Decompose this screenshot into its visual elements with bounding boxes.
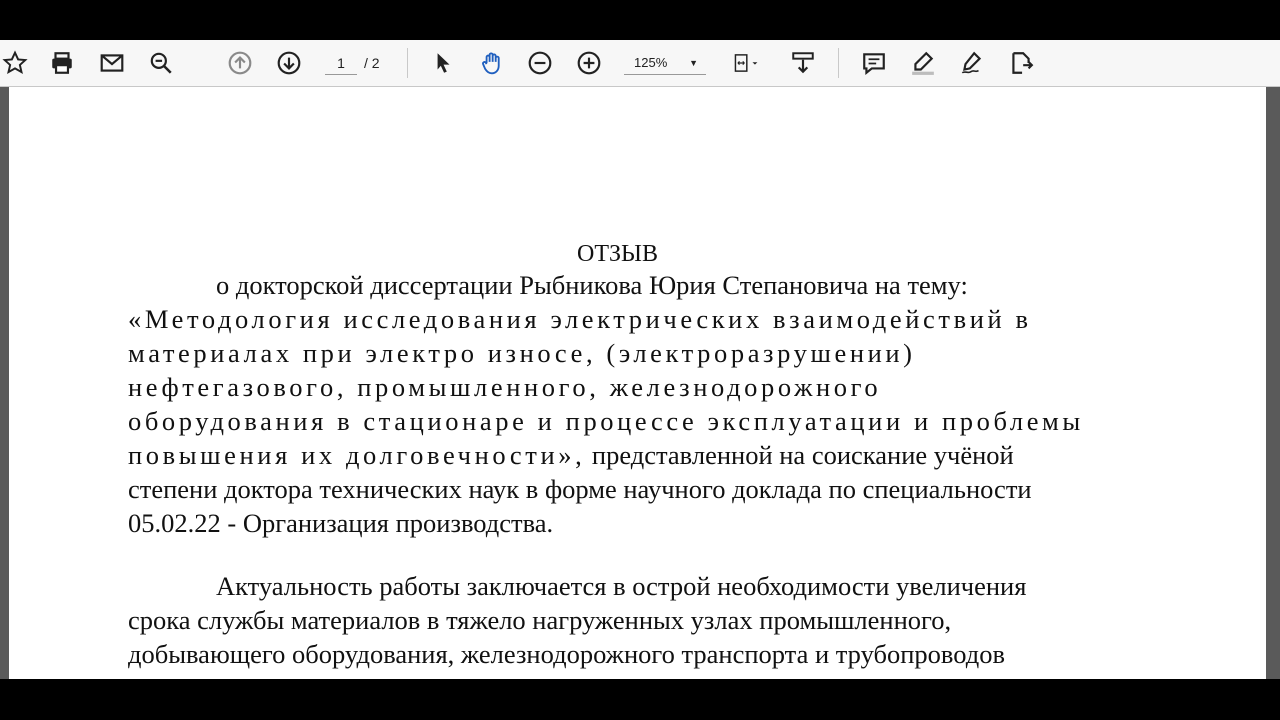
- document-viewer[interactable]: [0, 87, 1280, 679]
- zoom-select[interactable]: [624, 52, 706, 75]
- text-line: 05.02.22 - Организация производства.: [128, 508, 554, 538]
- export-edit-icon[interactable]: [1006, 49, 1036, 77]
- text-line: срока службы материалов в тяжело нагруженных узлах промышленного,: [128, 605, 952, 635]
- comment-icon[interactable]: [859, 49, 889, 77]
- page-down-icon[interactable]: [274, 49, 304, 77]
- zoom-value: 125%: [634, 55, 668, 70]
- scroll-mode-icon[interactable]: [788, 49, 818, 77]
- zoom-out-icon[interactable]: [525, 49, 555, 77]
- zoom-in-icon[interactable]: [574, 49, 604, 77]
- document-page: [9, 87, 1266, 679]
- text-line: оборудования в стационаре и процессе эксплуатации и проблемы: [128, 406, 1084, 436]
- text-line: нефтегазового, промышленного, железнодорожного: [128, 372, 882, 402]
- text-span: представленной на соискание учёной: [585, 440, 1014, 470]
- text-line: добывающего оборудования, железнодорожного транспорта и трубопроводов: [128, 639, 1005, 669]
- highlight-icon[interactable]: [908, 49, 938, 77]
- hand-tool-icon[interactable]: [477, 49, 507, 77]
- page-title: ОТЗЫВ: [577, 241, 658, 267]
- page-total: / 2: [364, 55, 380, 71]
- select-pointer-icon[interactable]: [428, 49, 458, 77]
- text-line: [128, 438, 1014, 472]
- document-subtitle: о докторской диссертации Рыбникова Юрия Степановича на тему:: [216, 270, 968, 300]
- text-line: Актуальность работы заключается в острой необходимости увеличения: [216, 571, 1027, 601]
- print-icon[interactable]: [47, 49, 77, 77]
- bookmark-star-icon[interactable]: [0, 49, 30, 77]
- sign-icon[interactable]: [957, 49, 987, 77]
- text-line: материалах при электро износе, (электроразрушении): [128, 338, 916, 368]
- page-number-input[interactable]: 1: [325, 52, 357, 75]
- text-line: степени доктора технических наук в форме научного доклада по специальности: [128, 474, 1032, 504]
- chevron-down-icon: ▼: [689, 58, 698, 68]
- text-line: «Методология исследования электрических взаимодействий в: [128, 304, 1032, 334]
- toolbar: [0, 40, 1280, 87]
- text-span: повышения их долговечности»,: [128, 440, 586, 470]
- page-up-icon[interactable]: [225, 49, 255, 77]
- search-zoom-icon[interactable]: [146, 49, 176, 77]
- fit-page-icon[interactable]: [726, 49, 766, 77]
- toolbar-divider: [407, 48, 408, 78]
- email-icon[interactable]: [97, 49, 127, 77]
- toolbar-divider: [838, 48, 839, 78]
